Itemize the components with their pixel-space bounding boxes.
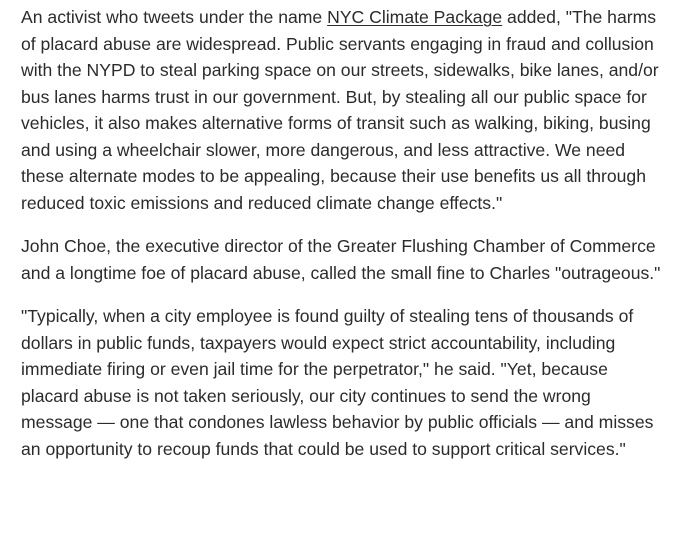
paragraph-john-choe: John Choe, the executive director of the Greater Flushing Chamber of Commerce and a longtime foe of placard abuse, called the small fine to Charles "outrageous." bbox=[21, 236, 661, 283]
paragraph-text-lead: An activist who tweets under the name bbox=[21, 7, 328, 27]
paragraph-choe-quote: "Typically, when a city employee is found guilty of stealing tens of thousands of dollars in public funds, taxpayers would expect strict accountability, including immediate firing or even jail time for the perpetrator," he said. "Yet, because placard abuse is not taken seriously, our city continues to send the wrong message — one that condones lawless behavior by public officials — and misses an opportunity to recoup funds that could be used to support critical services." bbox=[21, 306, 654, 459]
nyc-climate-package-link[interactable]: NYC Climate Package bbox=[327, 7, 503, 27]
paragraph-activist-quote bbox=[21, 4, 666, 216]
paragraph-text-quote: added, "The harms of placard abuse are widespread. Public servants engaging in fraud and collusion with the NYPD to steal parking space on our streets, sidewalks, bike lanes, and/or bus lanes harms trust in our government. But, by stealing all our public space for vehicles, it also makes alternative forms of transit such as walking, biking, busing and using a wheelchair slower, more dangerous, and less attractive. We need these alternate modes to be appealing, because their use benefits us all through reduced toxic emissions and reduced climate change effects." bbox=[21, 7, 659, 213]
